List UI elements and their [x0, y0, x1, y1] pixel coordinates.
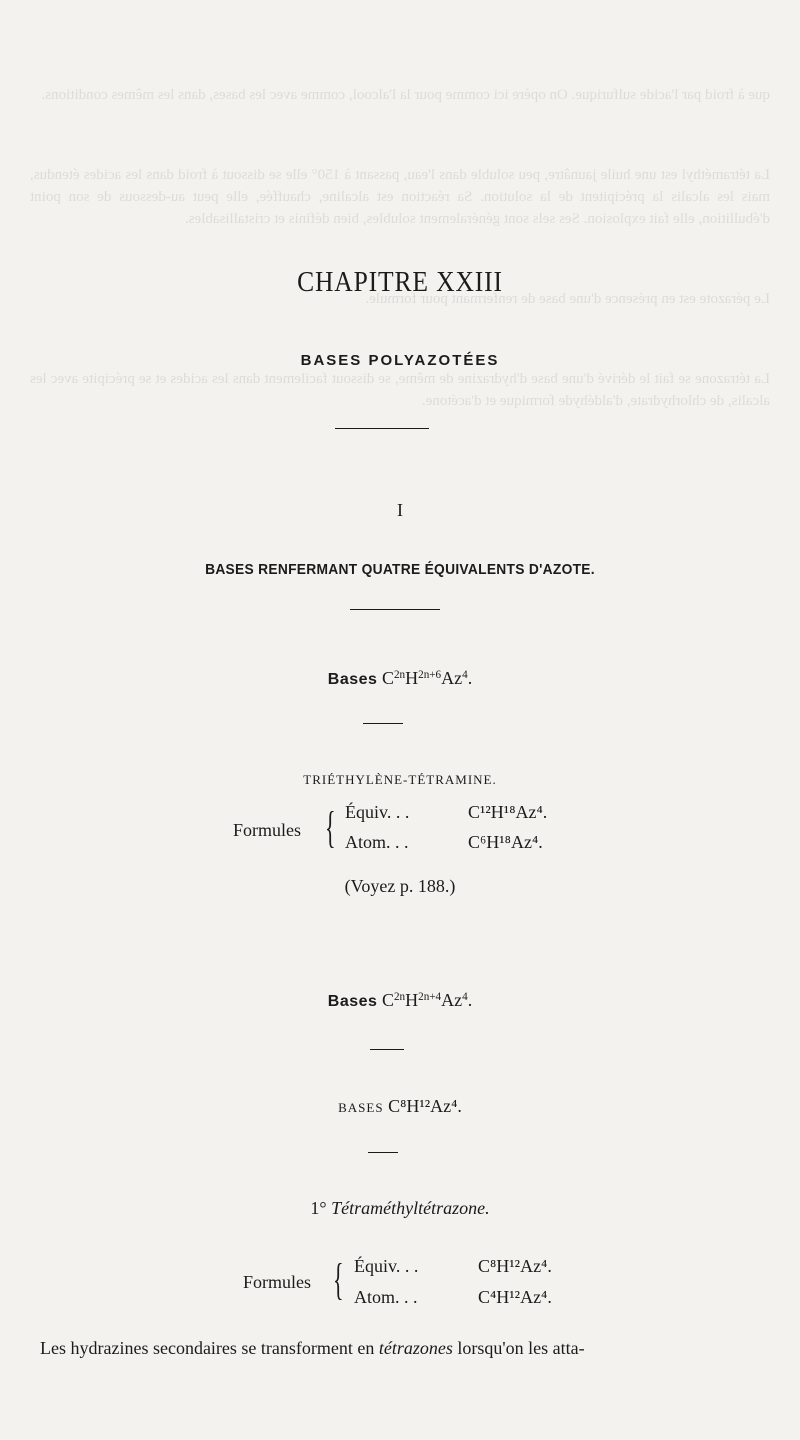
group-heading-1	[0, 668, 800, 689]
formula-subscript: 2n+6	[418, 668, 442, 681]
brace-glyph: {	[325, 803, 336, 852]
formula-element: C	[381, 668, 394, 688]
chapter-subtitle: BASES POLYAZOTÉES	[300, 352, 500, 369]
body-text: lorsqu'on les atta-	[457, 1338, 585, 1358]
body-text-italic: tétrazones	[378, 1338, 453, 1358]
compound-name: Tétraméthyltétrazone.	[331, 1198, 490, 1218]
formula-value: C¹²H¹⁸Az⁴.	[468, 802, 548, 822]
formula-row-label: Équiv. . .	[345, 802, 410, 822]
compound-name: TRIÉTHYLÈNE-TÉTRAMINE.	[303, 772, 497, 787]
section-number: I	[397, 500, 403, 520]
formula-subscript: 2n	[393, 990, 406, 1003]
divider-rule	[350, 609, 440, 610]
section-title: BASES RENFERMANT QUATRE ÉQUIVALENTS D'AZOTE.	[205, 561, 595, 578]
formula-subscript: 2n+4	[418, 990, 442, 1003]
divider-rule	[335, 428, 429, 429]
formula-punctuation: .	[467, 668, 473, 688]
formula-row-label: Atom. . .	[354, 1287, 418, 1307]
formula-row-label: Équiv. . .	[354, 1256, 419, 1276]
formula-row-label: Atom. . .	[345, 832, 409, 852]
formula-element: C	[381, 990, 394, 1010]
divider-rule	[368, 1152, 398, 1153]
formula-punctuation: .	[467, 990, 473, 1010]
group-heading-2	[0, 990, 800, 1011]
formula-subscript: 4	[462, 668, 468, 681]
bases-label: BASES	[338, 1100, 384, 1115]
divider-rule	[363, 723, 403, 724]
formula-element: H	[405, 668, 419, 688]
bases-formula: C⁸H¹²Az⁴.	[388, 1096, 462, 1116]
chapter-title: CHAPITRE XXIII	[297, 266, 503, 298]
group-label: Bases	[327, 671, 378, 688]
formula-value: C⁶H¹⁸Az⁴.	[468, 832, 543, 852]
divider-rule	[370, 1049, 404, 1050]
formula-element: Az	[441, 668, 463, 688]
formulas-label: Formules	[243, 1272, 312, 1292]
body-paragraph	[40, 1338, 765, 1359]
formula-element: H	[405, 990, 419, 1010]
group-label: Bases	[327, 993, 378, 1010]
formula-element: Az	[441, 990, 463, 1010]
compound-heading	[0, 1198, 800, 1219]
formula-value: C⁸H¹²Az⁴.	[478, 1256, 552, 1276]
body-text: Les hydrazines secondaires se transforment en	[40, 1338, 375, 1358]
compound-number: 1°	[310, 1198, 327, 1218]
formula-value: C⁴H¹²Az⁴.	[478, 1287, 552, 1307]
formula-subscript: 4	[462, 990, 468, 1003]
bases-subheading	[0, 1096, 800, 1117]
show-through-texture: que à froid par l'acide sulfurique. On opère ici comme pour la l'alcool, comme avec les bases, dans les mêmes conditions. La tétraméthyl est une huile jaunâtre, peu soluble dans l'eau, passant à 150° elle se dissout à froid dans les acides étendus, mais les alcalis la précipitent de la solution. Sa réaction est alcaline, chauffée, elle peut au-dessous de son point d'ébullition, elle fait explosion. Ses sels sont généralement solubles, bien définis et cristallisables. Le pérazote est en présence d'une base de renfermant pour formule. La tétrazone se fait le dérivé d'une base d'hydrazine de même, se dissout facilement dans les acides et se précipite avec les alcalis, de chlorhydrate, d'aldéhyde formique et d'acétone.	[26, 87, 770, 409]
brace-glyph: {	[333, 1255, 344, 1304]
formula-subscript: 2n	[393, 668, 406, 681]
formulas-label: Formules	[233, 820, 302, 840]
page-reference: (Voyez p. 188.)	[344, 876, 456, 896]
